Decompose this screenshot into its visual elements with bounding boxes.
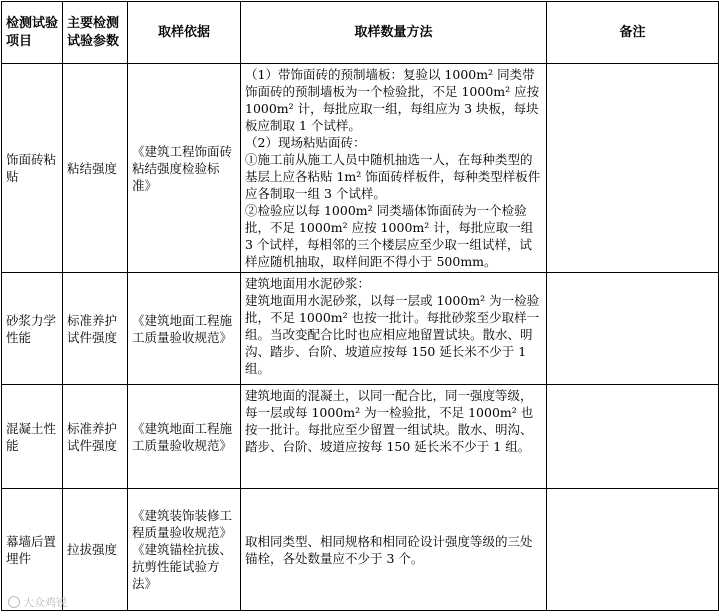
cell-item: 幕墙后置埋件 (2, 489, 63, 611)
method-paragraph: （2）现场粘贴面砖： (245, 135, 366, 150)
cell-item: 砂浆力学性能 (2, 273, 63, 385)
header-remark: 备注 (547, 2, 719, 64)
cell-param: 标准养护试件强度 (63, 273, 128, 385)
table-row (2, 489, 719, 611)
method-paragraph: ①施工前从施工人员中随机抽选一人，在每种类型的基层上应各粘贴 1m² 饰面砖样板件，每种类型样板件应各制取一组 3 个试样。 (245, 152, 541, 201)
method-paragraph: ②检验应以每 1000m² 同类墙体饰面砖为一个检验批，不足 1000m² 应按 1000m² 计，每批应取一组 3 个试样，每相邻的三个楼层应至少取一组试样，试样应随机抽取，取样间距不得小于 500mm。 (245, 203, 534, 269)
cell-basis: 《建筑装饰装修工程质量验收规范》《建筑锚栓抗拔、抗剪性能试验方法》 (128, 489, 241, 611)
cell-remark (547, 489, 719, 611)
header-item: 检测试验项目 (2, 2, 63, 64)
cell-param: 拉拔强度 (63, 489, 128, 611)
watermark-text: 大众鸡锐 (23, 596, 67, 609)
table-row (2, 273, 719, 385)
cell-method (241, 64, 547, 273)
cell-basis: 《建筑地面工程施工质量验收规范》 (128, 273, 241, 385)
cell-item: 混凝土性能 (2, 385, 63, 489)
cell-remark (547, 273, 719, 385)
method-paragraph: 建筑地面用水泥砂浆，以每一层或 1000m² 为一检验批，不足 1000m² 也按一批计。每批砂浆至少取样一组。当改变配合比时也应相应地留置试块。散水、明沟、踏步、台阶、坡道应按每 150 延长米不少于 1 组。 (245, 293, 540, 376)
cell-item: 饰面砖粘贴 (2, 64, 63, 273)
cell-method (241, 489, 547, 611)
cell-basis: 《建筑地面工程施工质量验收规范》 (128, 385, 241, 489)
header-method: 取样数量方法 (241, 2, 547, 64)
table-row (2, 64, 719, 273)
cell-param: 粘结强度 (63, 64, 128, 273)
cell-basis: 《建筑工程饰面砖粘结强度检验标准》 (128, 64, 241, 273)
header-row (2, 2, 719, 64)
method-paragraph: （1）带饰面砖的预制墙板：复验以 1000m² 同类带饰面砖的预制墙板为一个检验批，不足 1000m² 应按 1000m² 计，每批应取一组，每组应为 3 块板，每块板应制取 1 个试样。 (245, 67, 540, 133)
sampling-table (1, 1, 719, 611)
method-paragraph: 建筑地面用水泥砂浆： (245, 276, 371, 291)
method-paragraph: 建筑地面的混凝土，以同一配合比，同一强度等级，每一层或每 1000m² 为一检验批，不足 1000m² 也按一批计。每批应至少留置一组试块。散水、明沟、踏步、台阶、坡道应按每 150 延长米不少于 1 组。 (245, 388, 534, 454)
cell-remark (547, 385, 719, 489)
cell-remark (547, 64, 719, 273)
header-param: 主要检测试验参数 (63, 2, 128, 64)
watermark-logo-icon (8, 596, 20, 608)
cell-method (241, 385, 547, 489)
method-paragraph: 取相同类型、相同规格和相同砼设计强度等级的三处锚栓，各处数量应不少于 3 个。 (245, 533, 533, 566)
table-row (2, 385, 719, 489)
watermark (8, 594, 67, 610)
cell-method (241, 273, 547, 385)
cell-param: 标准养护试件强度 (63, 385, 128, 489)
header-basis: 取样依据 (128, 2, 241, 64)
